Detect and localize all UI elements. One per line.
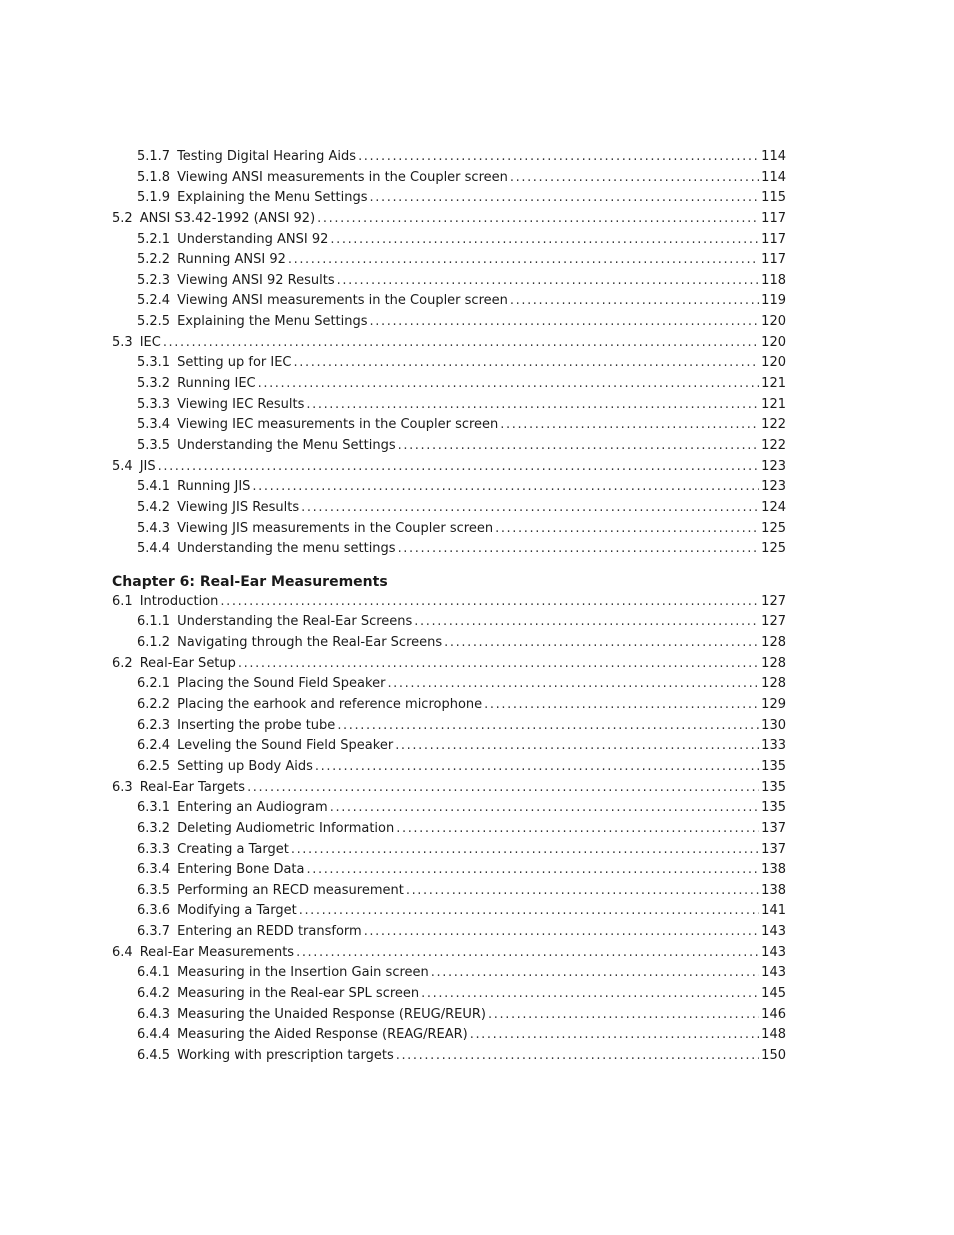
toc-entry-page: 143 [761,924,786,940]
toc-entry-page: 117 [761,231,786,247]
toc-entry-page: 128 [761,655,786,671]
toc-entry-page: 117 [761,210,786,226]
dot-leader [396,1046,759,1067]
toc-entry-number: 5.2.4 [137,293,171,309]
toc-entry-title: Deleting Audiometric Information [177,820,395,836]
toc-entry-number: 5.3.3 [137,396,171,412]
toc-entry-number: 5.4.2 [137,499,171,515]
toc-entry-page: 137 [761,841,786,857]
toc-entry-page: 119 [761,293,786,309]
toc-entry-page: 127 [761,593,786,609]
toc-entry[interactable] [112,984,786,1005]
toc-entry[interactable] [112,716,786,737]
toc-entry-page: 143 [761,944,786,960]
toc-entry-title: Real-Ear Setup [139,655,236,671]
toc-entry[interactable] [112,798,786,819]
toc-entry-number: 6.4.5 [137,1047,171,1063]
toc-entry-number: 5.1.7 [137,149,171,164]
toc-entry-title: Understanding the Menu Settings [177,437,396,453]
dot-leader [220,592,759,613]
toc-entry[interactable] [112,736,786,757]
toc-entry-number: 5.4.4 [137,541,171,557]
toc-entry[interactable] [112,498,786,519]
dot-leader [301,498,759,519]
toc-entry-title: Working with prescription targets [177,1047,394,1063]
toc-entry-title: Measuring in the Insertion Gain screen [177,965,429,981]
toc-entry[interactable] [112,1005,786,1026]
toc-section-group [112,592,786,1067]
dot-leader [387,674,759,695]
toc-entry-page: 127 [761,614,786,630]
toc-entry-title: Creating a Target [177,841,289,857]
toc-entry-number: 6.2.3 [137,717,171,733]
toc-entry-page: 120 [761,314,786,330]
dot-leader [247,778,759,799]
toc-entry-page: 118 [761,272,786,288]
toc-entry-page: 145 [761,985,786,1001]
toc-entry-page: 120 [761,334,786,350]
toc-entry-number: 6.3.3 [137,841,171,857]
toc-entry[interactable] [112,1025,786,1046]
dot-leader [406,881,759,902]
toc-entry-title: Entering an REDD transform [177,924,362,940]
toc-entry-title: Running ANSI 92 [177,252,286,268]
toc-entry-page: 138 [761,882,786,898]
toc-entry-title: Viewing ANSI measurements in the Coupler screen [177,293,508,309]
dot-leader [370,188,760,209]
toc-entry-number: 5.2.1 [137,231,171,247]
toc-entry[interactable] [112,333,786,354]
dot-leader [163,333,759,354]
toc-entry-page: 122 [761,437,786,453]
toc-entry-title: Real-Ear Measurements [139,944,295,960]
dot-leader [414,612,759,633]
toc-entry[interactable] [112,943,786,964]
toc-entry-number: 6.4.3 [137,1006,171,1022]
toc-entry-number: 5.3.4 [137,417,171,433]
dot-leader [306,395,759,416]
toc-entry-title: IEC [139,334,161,350]
toc-entry-number: 6.3.4 [137,862,171,878]
dot-leader [510,168,759,189]
dot-leader [444,633,759,654]
toc-entry-title: Placing the earhook and reference microphone [177,697,483,713]
toc-entry-page: 114 [761,149,786,164]
toc-entry-number: 6.2.4 [137,738,171,754]
toc-entry-page: 121 [761,396,786,412]
dot-leader [296,943,759,964]
toc-entry-title: Explaining the Menu Settings [177,190,368,206]
toc-entry-number: 5.2.2 [137,252,171,268]
toc-entry-title: ANSI S3.42-1992 (ANSI 92) [139,210,316,226]
toc-entry-title: Understanding the menu settings [177,541,396,557]
toc-entry-number: 6.4.2 [137,985,171,1001]
toc-entry[interactable] [112,922,786,943]
toc-entry[interactable] [112,674,786,695]
toc-entry[interactable] [112,209,786,230]
toc-entry-number: 6.3.1 [137,800,171,816]
toc-entry-page: 117 [761,252,786,268]
toc-entry-page: 148 [761,1027,786,1043]
toc-entry[interactable] [112,477,786,498]
dot-leader [291,840,759,861]
toc-entry[interactable] [112,291,786,312]
dot-leader [364,922,759,943]
dot-leader [398,436,760,457]
dot-leader [470,1025,759,1046]
toc-entry-page: 114 [761,169,786,185]
toc-entry[interactable] [112,312,786,333]
toc-entry-number: 6.3 [112,779,133,795]
toc-entry-number: 6.1.1 [137,614,171,630]
toc-entry-number: 5.4.1 [137,479,171,495]
toc-entry-number: 5.2 [112,210,133,226]
toc-entry-title: Inserting the probe tube [177,717,336,733]
toc-entry[interactable] [112,250,786,271]
toc-entry-title: Viewing ANSI 92 Results [177,272,335,288]
toc-entry-title: Leveling the Sound Field Speaker [177,738,394,754]
dot-leader [315,757,759,778]
dot-leader [307,860,760,881]
toc-entry-page: 133 [761,738,786,754]
toc-entry-number: 6.3.6 [137,903,171,919]
dot-leader [158,457,760,478]
toc-entry-number: 6.2.5 [137,758,171,774]
toc-entry-title: Navigating through the Real-Ear Screens [177,635,443,651]
dot-leader [330,230,759,251]
dot-leader [488,1005,759,1026]
toc-entry-number: 6.3.2 [137,820,171,836]
toc-entry-number: 5.1.8 [137,169,171,185]
chapter-heading[interactable]: Chapter 6: Real-Ear Measurements [112,573,388,590]
toc-entry-title: Understanding the Real-Ear Screens [177,614,413,630]
toc-entry-number: 6.4 [112,944,133,960]
dot-leader [431,963,759,984]
toc-entry-page: 115 [761,190,786,206]
toc-entry-number: 5.3.5 [137,437,171,453]
toc-entry-title: Running IEC [177,376,256,392]
dot-leader [299,901,759,922]
toc-entry[interactable] [112,633,786,654]
toc-entry-title: Setting up for IEC [177,355,292,371]
toc-entry-title: Entering an Audiogram [177,800,328,816]
toc-entry-page: 120 [761,355,786,371]
toc-entry-title: Modifying a Target [177,903,297,919]
toc-entry[interactable] [112,881,786,902]
toc-entry-number: 6.3.7 [137,924,171,940]
toc-entry-number: 6.4.1 [137,965,171,981]
toc-entry[interactable] [112,819,786,840]
toc-entry-title: Testing Digital Hearing Aids [177,149,357,164]
toc-entry-page: 128 [761,635,786,651]
toc-entry[interactable] [112,860,786,881]
toc-entry-page: 125 [761,541,786,557]
toc-entry[interactable] [112,963,786,984]
toc-entry-page: 124 [761,499,786,515]
dot-leader [330,798,759,819]
toc-entry[interactable] [112,230,786,251]
toc-entry-page: 129 [761,697,786,713]
toc-entry-title: Introduction [139,593,219,609]
toc-entry-title: Viewing IEC Results [177,396,305,412]
toc-entry-number: 6.2.1 [137,676,171,692]
toc-entry-number: 5.1.9 [137,190,171,206]
toc-entry[interactable] [112,436,786,457]
dot-leader [258,374,760,395]
toc-entry-number: 5.2.5 [137,314,171,330]
toc-entry-title: Viewing ANSI measurements in the Coupler screen [177,169,508,185]
toc-entry[interactable] [112,374,786,395]
toc-entry-page: 125 [761,520,786,536]
toc-entry[interactable] [112,1046,786,1067]
dot-leader [398,539,760,560]
toc-entry[interactable] [112,592,786,613]
toc-entry-page: 128 [761,676,786,692]
toc-entry-page: 141 [761,903,786,919]
toc-entry-page: 138 [761,862,786,878]
toc-entry[interactable] [112,539,786,560]
toc-entry[interactable] [112,271,786,292]
toc-entry-number: 5.3.1 [137,355,171,371]
dot-leader [317,209,759,230]
toc-entry-number: 5.4 [112,458,133,474]
toc-entry[interactable] [112,188,786,209]
toc-entry-title: Setting up Body Aids [177,758,313,774]
toc-entry[interactable] [112,353,786,374]
toc-entry-title: Viewing JIS measurements in the Coupler screen [177,520,494,536]
dot-leader [484,695,759,716]
toc-entry-title: Measuring the Aided Response (REAG/REAR) [177,1027,468,1043]
toc-entry-number: 6.2.2 [137,697,171,713]
dot-leader [495,519,759,540]
toc-entry-title: Running JIS [177,479,251,495]
toc-entry-page: 150 [761,1047,786,1063]
toc-entry[interactable] [112,395,786,416]
dot-leader [294,353,760,374]
dot-leader [396,819,759,840]
toc-entry[interactable] [112,654,786,675]
toc-entry-title: Real-Ear Targets [139,779,246,795]
toc-entry-page: 137 [761,820,786,836]
toc-entry-number: 5.3.2 [137,376,171,392]
toc-entry[interactable] [112,457,786,478]
toc-entry-page: 122 [761,417,786,433]
toc-entry[interactable] [112,168,786,189]
toc-entry[interactable] [112,695,786,716]
table-of-contents [112,147,786,1067]
toc-entry[interactable] [112,147,786,168]
toc-section-group [112,147,786,560]
toc-entry-page: 135 [761,779,786,795]
toc-entry-page: 121 [761,376,786,392]
dot-leader [370,312,760,333]
toc-entry-title: Measuring in the Real-ear SPL screen [177,985,420,1001]
toc-entry-title: Performing an RECD measurement [177,882,404,898]
dot-leader [421,984,759,1005]
toc-entry-page: 123 [761,479,786,495]
dot-leader [395,736,759,757]
toc-entry-number: 6.2 [112,655,133,671]
dot-leader [510,291,759,312]
toc-entry[interactable] [112,612,786,633]
toc-entry-title: JIS [139,458,156,474]
toc-entry-page: 123 [761,458,786,474]
dot-leader [358,147,759,168]
dot-leader [288,250,759,271]
dot-leader [337,716,759,737]
toc-entry[interactable] [112,840,786,861]
toc-entry-title: Placing the Sound Field Speaker [177,676,386,692]
toc-entry-title: Understanding ANSI 92 [177,231,329,247]
toc-entry-title: Viewing IEC measurements in the Coupler screen [177,417,499,433]
toc-entry-page: 143 [761,965,786,981]
toc-entry-title: Explaining the Menu Settings [177,314,368,330]
toc-entry-number: 6.4.4 [137,1027,171,1043]
dot-leader [252,477,759,498]
toc-entry[interactable] [112,778,786,799]
dot-leader [238,654,759,675]
toc-entry-title: Measuring the Unaided Response (REUG/REUR) [177,1006,487,1022]
toc-entry-page: 146 [761,1006,786,1022]
toc-entry-number: 6.1 [112,593,133,609]
toc-entry-page: 135 [761,800,786,816]
toc-entry-title: Viewing JIS Results [177,499,300,515]
toc-entry-number: 6.1.2 [137,635,171,651]
toc-entry[interactable] [112,901,786,922]
toc-entry-page: 130 [761,717,786,733]
toc-entry[interactable] [112,757,786,778]
toc-entry-page: 135 [761,758,786,774]
dot-leader [337,271,760,292]
toc-entry-number: 5.2.3 [137,272,171,288]
toc-entry-number: 5.3 [112,334,133,350]
toc-entry[interactable] [112,519,786,540]
toc-entry-number: 5.4.3 [137,520,171,536]
toc-entry-title: Entering Bone Data [177,862,305,878]
toc-entry[interactable] [112,415,786,436]
toc-entry-number: 6.3.5 [137,882,171,898]
dot-leader [500,415,759,436]
